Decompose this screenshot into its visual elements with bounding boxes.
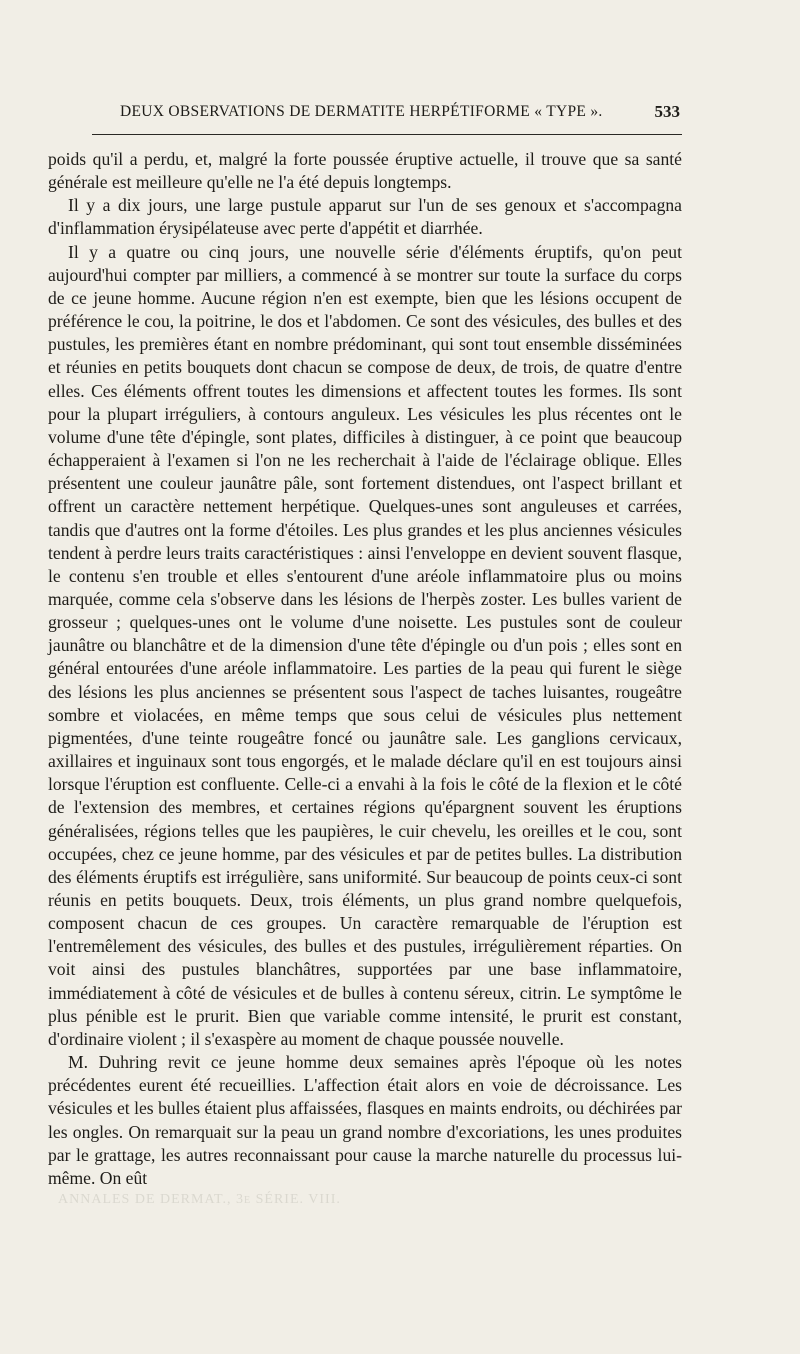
page-number: 533 [654,102,680,121]
paragraph: Il y a quatre ou cinq jours, une nouvelle série d'éléments éruptifs, qu'on peut aujourd'hui compter par milliers, a commencé à se montrer sur toute la surface du corps de ce jeune homme. Aucune région n'en est exempte, bien que les lésions occupent de préférence le cou, la poitrine, le dos et l'abdomen. Ce sont des vésicules, des bulles et des pustules, les premières étant en nombre prédominant, qui sont tout ensemble disséminées et réunies en petits bouquets dont chacun se compose de deux, de trois, de quatre d'entre elles. Ces éléments offrent toutes les dimensions et affectent toutes les formes. Ils sont pour la plupart irréguliers, à contours anguleux. Les vésicules les plus récentes ont le volume d'une tête d'épingle, sont plates, difficiles à distinguer, à ce point que beaucoup échapperaient à l'examen si l'on ne les recherchait à l'aide de l'éclairage oblique. Elles présentent une couleur jaunâtre pâle, sont fortement distendues, ont l'aspect brillant et offrent un caractère nettement herpétique. Quelques-unes sont anguleuses et carrées, tandis que d'autres ont la forme d'étoiles. Les plus grandes et les plus anciennes vésicules tendent à perdre leurs traits caractéristiques : ainsi l'enveloppe en devient souvent flasque, le contenu s'en trouble et elles s'entourent d'une aréole inflammatoire plus ou moins marquée, comme cela s'observe dans les lésions de l'herpès zoster. Les bulles varient de grosseur ; quelques-unes ont le volume d'une noisette. Les pustules sont de couleur jaunâtre ou blanchâtre et de la dimension d'une tête d'épingle ou d'un pois ; elles sont en général entourées d'une aréole inflammatoire. Les parties de la peau qui furent le siège des lésions les plus anciennes se présentent sous l'aspect de taches luisantes, rougeâtre sombre et violacées, en même temps que sous celui de vésicules plus nettement pigmentées, d'une teinte rougeâtre foncé ou jaunâtre sale. Les ganglions cervicaux, axillaires et inguinaux sont tous engorgés, et le malade déclare qu'il en est toujours ainsi lorsque l'éruption est confluente. Celle-ci a envahi à la fois le côté de la flexion et le côté de l'extension des membres, et certaines régions qu'épargnent souvent les éruptions généralisées, régions telles que les paupières, le cuir chevelu, les oreilles et le cou, sont occupées, chez ce jeune homme, par des vésicules et par de petites bulles. La distribution des éléments éruptifs est irrégulière, sans uniformité. Sur beaucoup de points ceux-ci sont réunis en petits bouquets. Deux, trois éléments, un plus grand nombre quelquefois, composent chacun de ces groupes. Un caractère remarquable de l'éruption est l'entremêlement des vésicules, des bulles et des pustules, irrégulièrement réparties. On voit ainsi des pustules blanchâtres, supportées par une base inflammatoire, immédiatement à côté de vésicules et de bulles à contenu séreux, citrin. Le symptôme le plus pénible est le prurit. Bien que variable comme intensité, le prurit est constant, d'ordinaire violent ; il s'exaspère au moment de chaque poussée nouvelle. [48,241,682,1049]
paragraph: poids qu'il a perdu, et, malgré la forte poussée éruptive actuelle, il trouve que sa santé générale est meilleure qu'elle ne l'a été depuis longtemps. [48,149,682,193]
running-title: DEUX OBSERVATIONS DE DERMATITE HERPÉTIFORME « TYPE ». [120,103,603,120]
page-header [92,103,680,125]
body-text [48,148,682,1190]
paragraph: Il y a dix jours, une large pustule apparut sur l'un de ses genoux et s'accompagna d'inflammation érysipélateuse avec perte d'appétit et diarrhée. [48,195,682,239]
bleed-through-text: ANNALES DE DERMAT., 3e SÉRIE. VIII. [58,1192,341,1207]
header-rule [92,134,682,135]
paragraph: M. Duhring revit ce jeune homme deux semaines après l'époque où les notes précédentes eurent été recueillies. L'affection était alors en voie de décroissance. Les vésicules et les bulles étaient plus affaissées, flasques en maints endroits, ou déchirées par les ongles. On remarquait sur la peau un grand nombre d'excoriations, les unes produites par le grattage, les autres reconnaissant pour cause la marche naturelle du processus lui-même. On eût [48,1052,682,1188]
